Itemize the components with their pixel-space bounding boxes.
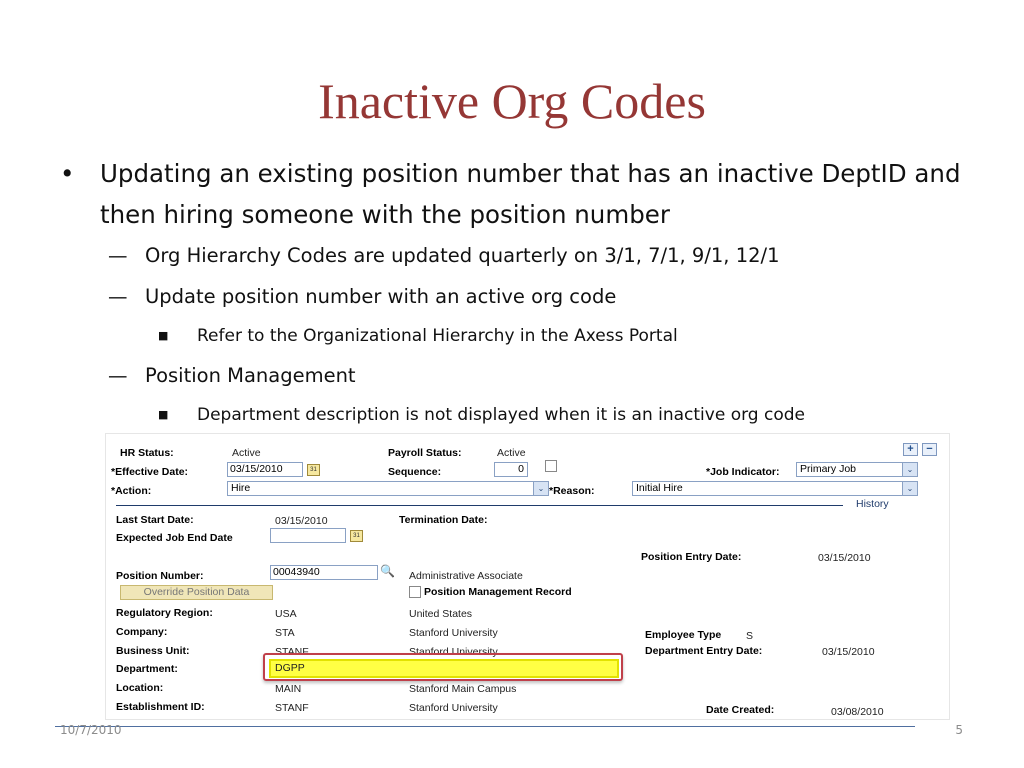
company-desc: Stanford University [409,627,498,639]
termination-date-label: Termination Date: [399,514,488,526]
department-entry-date-label: Department Entry Date: [645,645,763,657]
dash-marker: — [108,364,128,387]
regulatory-region-value: USA [275,608,297,620]
sub-sub-bullet-text: Department description is not displayed when it is an inactive org code [197,405,805,425]
sub-sub-bullet-text: Refer to the Organizational Hierarchy in the Axess Portal [197,326,678,346]
bullet-item [60,153,980,235]
footer-date: 10/7/2010 [60,723,122,737]
dash-marker: — [108,244,128,267]
sub-sub-bullet-item [60,396,980,434]
company-label: Company: [116,626,168,638]
last-start-date-value: 03/15/2010 [275,515,328,527]
position-entry-date-label: Position Entry Date: [641,551,742,563]
regulatory-region-desc: United States [409,608,473,620]
employee-type-label: Employee Type [645,629,722,641]
calendar-icon[interactable]: 31 [350,530,363,542]
reason-select[interactable] [632,481,918,496]
delete-row-icon[interactable]: − [922,443,937,456]
hr-status-label: HR Status: [120,447,174,459]
chevron-down-icon[interactable]: ⌄ [533,482,548,495]
reason-label: *Reason: [549,485,595,497]
company-value: STA [275,627,295,639]
square-marker: ■ [158,329,169,342]
business-unit-label: Business Unit: [116,645,190,657]
add-row-icon[interactable]: + [903,443,918,456]
action-select[interactable] [227,481,549,496]
business-unit-value: STANF [275,646,309,658]
date-created-value: 03/08/2010 [831,706,884,718]
action-value: Hire [231,482,251,494]
effective-date-label: *Effective Date: [111,466,189,478]
job-indicator-label: *Job Indicator: [706,466,780,478]
chevron-down-icon[interactable]: ⌄ [902,463,917,476]
payroll-status-value: Active [497,447,526,459]
position-number-input[interactable]: 00043940 [270,565,378,580]
sub-bullet-item [60,235,980,276]
job-indicator-select[interactable] [796,462,918,477]
sub-bullet-text: Position Management [145,364,356,387]
regulatory-region-label: Regulatory Region: [116,607,213,619]
payroll-status-label: Payroll Status: [388,447,462,459]
location-desc: Stanford Main Campus [409,683,517,695]
sub-bullet-item [60,276,980,317]
business-unit-desc: Stanford University [409,646,498,658]
sub-bullet-text: Org Hierarchy Codes are updated quarterly on 3/1, 7/1, 9/1, 12/1 [145,244,780,267]
dash-marker: — [108,285,128,308]
position-entry-date-value: 03/15/2010 [818,552,871,564]
sub-bullet-item [60,355,980,396]
position-number-label: Position Number: [116,570,204,582]
position-mgmt-record-label: Position Management Record [424,586,572,598]
search-icon[interactable]: 🔍 [380,564,395,578]
bullet-marker: • [60,159,75,188]
date-created-label: Date Created: [706,704,775,716]
department-value: DGPP [275,662,305,674]
chevron-down-icon[interactable]: ⌄ [902,482,917,495]
department-label: Department: [116,663,178,675]
bullet-text: Updating an existing position number that has an inactive DeptID and then hiring someone with the position number [100,159,961,229]
job-data-screenshot [105,433,950,720]
expected-job-end-label: Expected Job End Date [116,532,233,544]
history-link[interactable]: History [856,498,889,510]
square-marker: ■ [158,408,169,421]
establishment-id-value: STANF [275,702,309,714]
override-position-data-button[interactable]: Override Position Data [120,585,273,600]
hr-status-value: Active [232,447,261,459]
calendar-icon[interactable]: 31 [307,464,320,476]
expected-job-end-input[interactable] [270,528,346,543]
sub-sub-bullet-item [60,317,980,355]
position-title: Administrative Associate [409,570,523,582]
last-start-date-label: Last Start Date: [116,514,194,526]
sequence-label: Sequence: [388,466,442,478]
position-mgmt-record-checkbox[interactable] [409,586,421,598]
page-number: 5 [955,723,963,737]
department-entry-date-value: 03/15/2010 [822,646,875,658]
employee-type-value: S [746,630,754,642]
job-indicator-value: Primary Job [800,463,857,475]
slide-title: Inactive Org Codes [318,73,706,129]
callout-box [263,653,623,681]
section-divider [116,505,843,506]
bullet-list [60,153,980,434]
establishment-id-label: Establishment ID: [116,701,205,713]
sequence-checkbox[interactable] [545,460,557,472]
sub-bullet-text: Update position number with an active org code [145,285,617,308]
sequence-input[interactable]: 0 [494,462,528,477]
location-label: Location: [116,682,164,694]
reason-value: Initial Hire [636,482,683,494]
action-label: *Action: [111,485,152,497]
establishment-id-desc: Stanford University [409,702,498,714]
effective-date-input[interactable]: 03/15/2010 [227,462,303,477]
footer-divider [55,726,915,727]
location-value: MAIN [275,683,302,695]
